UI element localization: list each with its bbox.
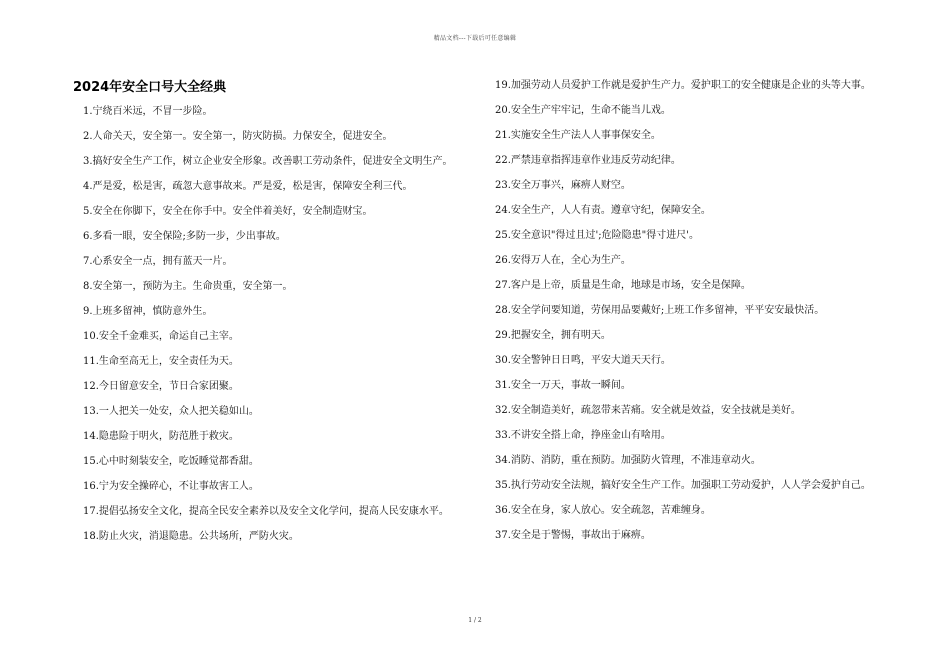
slogan-item: 19.加强劳动人员爱护工作就是爱护生产力。爱护职工的安全健康是企业的头等大事。 <box>495 80 871 91</box>
slogan-item: 18.防止火灾，消退隐患。公共场所，严防火灾。 <box>83 531 299 542</box>
slogan-item: 25.安全意识"得过且过';危险隐患"得寸进尺'。 <box>495 230 699 241</box>
right-column <box>485 73 881 548</box>
page-number: 1 / 2 <box>468 617 482 624</box>
slogan-item: 11.生命至高无上，安全责任为天。 <box>83 356 239 367</box>
slogan-item: 12.今日留意安全，节日合家团聚。 <box>83 381 239 392</box>
slogan-item: 13.一人把关一处安，众人把关稳如山。 <box>83 406 259 417</box>
slogan-item: 28.安全学问要知道，劳保用品要戴好;上班工作多留神，平平安安最快活。 <box>495 305 825 316</box>
slogan-item: 23.安全万事兴，麻痹人财空。 <box>495 180 631 191</box>
slogan-item: 22.严禁违章指挥违章作业违反劳动纪律。 <box>495 155 681 166</box>
slogan-item: 7.心系安全一点，拥有蓝天一片。 <box>83 256 233 267</box>
slogan-item: 29.把握安全，拥有明天。 <box>495 330 611 341</box>
slogan-item: 34.消防、消防，重在预防。加强防火管理，不准违章动火。 <box>495 455 761 466</box>
slogan-item: 31.安全一万天，事故一瞬间。 <box>495 380 631 391</box>
slogan-item: 1.宁绕百米远，不冒一步险。 <box>83 106 213 117</box>
slogan-item: 37.安全是于警惕，事故出于麻痹。 <box>495 530 651 541</box>
slogan-item: 16.宁为安全操碎心，不让事故害工人。 <box>83 481 259 492</box>
slogan-item: 36.安全在身，家人放心。安全疏忽，苦难缠身。 <box>495 505 711 516</box>
slogan-item: 4.严是爱，松是害，疏忽大意事故来。严是爱，松是害，保障安全利三代。 <box>83 181 413 192</box>
document-title: 2024年安全口号大全经典 <box>73 80 227 95</box>
slogan-item: 6.多看一眼，安全保险;多防一步，少出事故。 <box>83 231 286 242</box>
slogan-item: 26.安得万人在，全心为生产。 <box>495 255 631 266</box>
slogan-item: 8.安全第一，预防为主。生命贵重，安全第一。 <box>83 281 293 292</box>
slogan-item: 15.心中时刻装安全，吃饭睡觉都香甜。 <box>83 456 259 467</box>
slogan-item: 33.不讲安全搭上命，挣座金山有啥用。 <box>495 430 671 441</box>
slogan-item: 27.客户是上帝，质量是生命，地球是市场，安全是保障。 <box>495 280 751 291</box>
slogan-item: 20.安全生产牢牢记，生命不能当儿戏。 <box>495 105 671 116</box>
slogan-item: 9.上班多留神，慎防意外生。 <box>83 306 213 317</box>
slogan-item: 2.人命关天，安全第一。安全第一，防灾防损。力保安全，促进安全。 <box>83 131 393 142</box>
slogan-item: 35.执行劳动安全法规，搞好安全生产工作。加强职工劳动爱护，人人学会爱护自己。 <box>495 480 871 491</box>
page-header-note: 精品文档---下载后可任意编辑 <box>433 35 517 42</box>
slogan-item: 32.安全制造美好，疏忽带来苦痛。安全就是效益，安全技就是美好。 <box>495 405 801 416</box>
slogan-item: 24.安全生产，人人有责。遵章守纪，保障安全。 <box>495 205 711 216</box>
slogan-item: 3.搞好安全生产工作，树立企业安全形象。改善职工劳动条件，促进安全文明生产。 <box>83 156 453 167</box>
left-column <box>73 99 469 549</box>
slogan-item: 14.隐患险于明火，防范胜于救灾。 <box>83 431 239 442</box>
slogan-item: 17.提倡弘扬安全文化，提高全民安全素养以及安全文化学问，提高人民安康水平。 <box>83 506 449 517</box>
slogan-item: 5.安全在你脚下，安全在你手中。安全伴着美好，安全制造财宝。 <box>83 206 373 217</box>
slogan-item: 21.实施安全生产法人人事事保安全。 <box>495 130 661 141</box>
slogan-item: 10.安全千金难买，命运自己主宰。 <box>83 331 239 342</box>
slogan-item: 30.安全警钟日日鸣，平安大道天天行。 <box>495 355 671 366</box>
